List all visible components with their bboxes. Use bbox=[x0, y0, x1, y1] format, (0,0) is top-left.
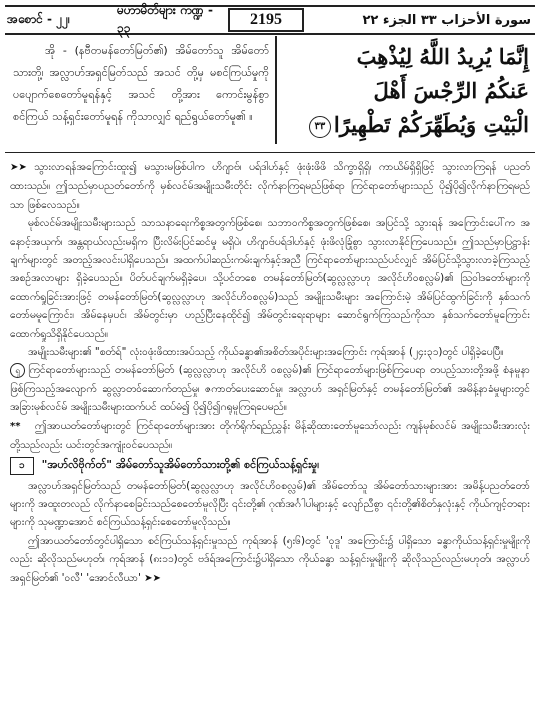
page-header bbox=[5, 5, 535, 35]
paragraph-7: ဤအာယတ်တော်တွင်ပါရှိသော စင်ကြယ်သန့်ရှင်းမှုသည် ကုရ်အာန် (၅း၆)တွင် 'ဝုဒူ' အကြောင်း၌ ပါရှိသော ခန္ဓာကိုယ်သန့်ရှင်းမှုမျိုးကိုလည်း ဆိုလိုသည်မဟုတ်၊ ကုရ်အာန် (၈း၁၁)တွင် ဗဒ်ရ်အကြောင်း၌ပါရှိသော ကိုယ်ခန္ဓာ သန့်ရှင်းမှုမျိုးကို ဆိုလိုသည်လည်းမဟုတ်၊ အလ္လာဟ်အရှင်မြတ်၏ 'ဝလီ' 'အောင်လီယာ' ➤➤ bbox=[10, 534, 530, 584]
header-issue: အစောင် - ၂၂၊ bbox=[7, 12, 70, 26]
section-number: ၁ bbox=[10, 457, 34, 475]
paragraph-4: ၡ ကြင်ရာတော်များသည် တမန်တော်မြတ် (ဆွလ္လလ္လာဟု အလိုင်ဟိ ဝစလ္လမ်)၏ ကြင်ရာတော်များဖြစ်ကြပေရာ တပည့်သားတို့အဖို့ စံနမူနာဖြစ်ကြသည့်အလျောက် ဆွလ္လာတဝ်ဆောက်တည်မှု၊ ဇကာတ်ပေးဆောင်မှု၊ အလ္လာဟ် အရှင်မြတ်နှင့် တမန်တော်မြတ်၏ အမိန့်နာခံမှုများတွင် အခြားမုစ်လင်မ် အမျိုးသမီးများထက်ပင် ထပ်မံ၍ ပို၍ပို၍ဂရုမူကြရပေမည်။ bbox=[10, 364, 530, 414]
paragraph-1: ➤➤ သွားလာရန်အကြောင်းထူး၍ မသွားမဖြစ်ပါက ဟိဂျာဗ်၊ ပရ်ဒါဟ်နှင့် ဖုံးဖုံးဖိဖိ သိက္ခာရှိရှိ၊ ကာယိမ်ရှိရှိဖြင့် သွားလာကြရန် ပညတ်ထားသည်။ ဤသည်မှာပညတ်တော်ကို မှစ်လင်မ်အမျိုးသမီးတိုင်း လိုက်နာကြရမည်ဖြစ်ရာ ကြင်ရာတော်များသည် ပို၍ပို၍လိုက်နာကြရမည်သာ ဖြစ်လေသည်။ bbox=[10, 161, 530, 211]
arabic-line-2: عَنكُمُ الرِّجْسَ أَهْلَ bbox=[373, 78, 529, 103]
commentary bbox=[10, 158, 530, 708]
header-surah: سورة الأحزاب ٣٣ الجزء ٢٢ bbox=[362, 12, 531, 28]
arrow-marker-icon: ➤➤ bbox=[144, 572, 161, 584]
paragraph-3: အမျိုးသမီးများ၏ "စတ်ရ်" လုံးဝဖုံးဖိထားအပ်သည့် ကိုယ်ခန္ဓာ၏အစိတ်အပိုင်းများအကြောင်း ကုရ်အာန် (၂၄း၃၁)တွင် ပါရှိခဲ့ပေပြီ။ bbox=[28, 346, 504, 359]
section-divider bbox=[5, 152, 535, 153]
arabic-line-1: إِنَّمَا يُرِيدُ اللَّهُ لِيُذْهِبَ bbox=[356, 44, 529, 69]
arabic-verse bbox=[277, 34, 535, 146]
asterisk-marker: ** bbox=[10, 420, 21, 432]
note-marker-icon: ၡ bbox=[10, 363, 25, 378]
page-number: 2195 bbox=[228, 8, 304, 32]
translation-text: အို - (နဗီတမန်တော်မြတ်၏) အိမ်တော်သူ အိမ်တော်သားတို့၊ အလ္လာဟ်အရှင်မြတ်သည် အသင် တို့မှ မစင်ကြယ်မှုကို ပပျောက်စေတော်မူရန်နှင့် အသင် တို့အား ကောင်းမွန်စွာ စင်ကြယ် သန့်ရှင်းတော်မူရန် ကိုသာလျှင် ရည်ရွယ်တော်မူ၏ ။ bbox=[13, 44, 269, 123]
section-title: "အဟ်လိဗိုက်တ်" အိမ်တော်သူအိမ်တော်သားတို့၏ စင်ကြယ်သန့်ရှင်းမှု၊ bbox=[41, 458, 320, 472]
verse-block bbox=[5, 34, 535, 146]
ayah-number-icon: ٣٣ bbox=[309, 116, 331, 138]
verse-translation bbox=[5, 34, 275, 146]
paragraph-2: မုစ်လင်မ်အမျိုးသမီးများသည် သာသနာရေးကိစ္စအတွက်ဖြစ်စေ၊ သဘာဝကိစ္စအတွက်ဖြစ်စေ၊ အပြင်သို့ သွားရန် အကြောင်းပေါ်က အနောင့်အယှက်၊ အန္တရာယ်လည်းမရှိက ပြီးလိမ်းပြင်ဆင်မှု မရှိပဲ၊ ဟိဂျာဗ်ပရ်ဒါဟ်နှင့် ဖုံးဖိလုံခြုံစွာ သွားလာနိုင်ကြပေသည်။ ဤသည်မှာပြဋ္ဌာန်းချက်များတွင် အတည့်အလင်းပါရှိပေသည်။ အထက်ပါဆည်းကမ်းချက်နှင့်အညီ ကြင်ရာတော်များသည်ပင်လျှင် အိမ်ပြင်သို့သွားလာခဲ့ကြသည့် အစဉ်အလာများ ရှိခဲ့ပေသည်။ ပိတ်ပင်ချက်မရှိခဲ့ပေ၊ သို့ပင်တစေ တမန်တော်မြတ်(ဆွလ္လလ္လာဟု အလိုင်ဟိဝစလ္လမ်)၏ ဩဝါဒတော်များကို ထောက်ရှုခြင်းအားဖြင့် တမန်တော်မြတ်(ဆွလ္လလ္လာဟု အလိုင်ဟိဝစလ္လမ်)သည် အမျိုးသမီးများ အကြောင်းမဲ့ အိမ်ပြင်ထွက်ခြင်းကို နှစ်သက်တော်မမူကြောင်း၊ အိမ်နေမှပင်၊ အိမ်တွင်းမှာ ဟည့်ပြီးနေထိုင်၍ အိမ်တွင်းရေးရာများ ဆောင်ရွက်ကြသည်ကိုသာ နှစ်သက်တော်မူကြောင်း ထောက်ရှုသိရှိနိုင်ပေသည်။ bbox=[10, 217, 530, 340]
paragraph-5: ** ဤအာယတ်တော်များတွင် ကြင်ရာတော်များအား တိုက်ရိုက်ရည်ညွှန်း မိန့်ဆိုထားတော်မူသော်လည်း ကျန်မုစ်လင်မ် အမျိုးသမီးအားလုံး တို့သည်လည်း ယင်းတွင်အကျုံးဝင်ပေသည်။ bbox=[10, 419, 530, 452]
arabic-line-3: الْبَيْتِ وَيُطَهِّرَكُمْ تَطْهِيرًا bbox=[333, 112, 529, 137]
arrow-marker-icon: ➤➤ bbox=[10, 162, 27, 173]
paragraph-6: အလ္လာဟ်အရှင်မြတ်သည် တမန်တော်မြတ်(ဆွလ္လလ္လာဟု အလိုင်ဟိဝစလ္လမ်)၏ အိမ်တော်သူ အိမ်တော်သားများအား အမိန့်ပညတ်တော်များကို အထူးတလည် လိုက်နာစေခြင်းသည်စေတော်မူလိုပြီး ၎င်းတို့၏ ဂုဏ်အင်္ဂါပါများနှင့် လျော်ညီစွာ ၎င်းတို့၏စိတ်နှလုံးနှင့် ကိုယ်ကျင့်တရားများကို သုမဏ္ဍာအောင် စင်ကြယ်သန့်ရှင်းစေတော်မူလိုသည်။ bbox=[10, 479, 530, 529]
section-heading bbox=[10, 456, 530, 476]
header-section: မဟာမိတ်များ ကဏ္ဍ - ၃၃ bbox=[117, 3, 213, 35]
